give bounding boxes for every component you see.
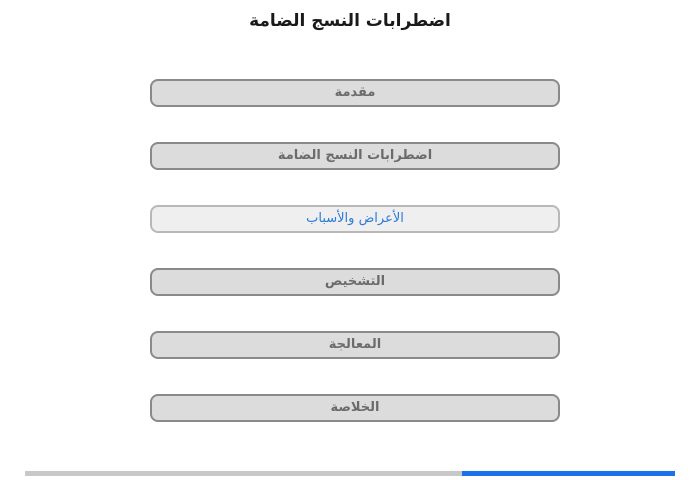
page-title: اضطرابات النسج الضامة — [249, 11, 451, 31]
section-menu — [150, 79, 560, 457]
progress-bar — [25, 471, 675, 476]
menu-item-symptoms-causes[interactable]: الأعراض والأسباب — [150, 205, 560, 233]
menu-item-summary[interactable]: الخلاصة — [150, 394, 560, 422]
progress-bar-fill — [462, 471, 675, 476]
menu-item-introduction[interactable]: مقدمة — [150, 79, 560, 107]
menu-item-diagnosis[interactable]: التشخيص — [150, 268, 560, 296]
menu-item-connective-tissue-disorders[interactable]: اضطرابات النسج الضامة — [150, 142, 560, 170]
menu-item-treatment[interactable]: المعالجة — [150, 331, 560, 359]
